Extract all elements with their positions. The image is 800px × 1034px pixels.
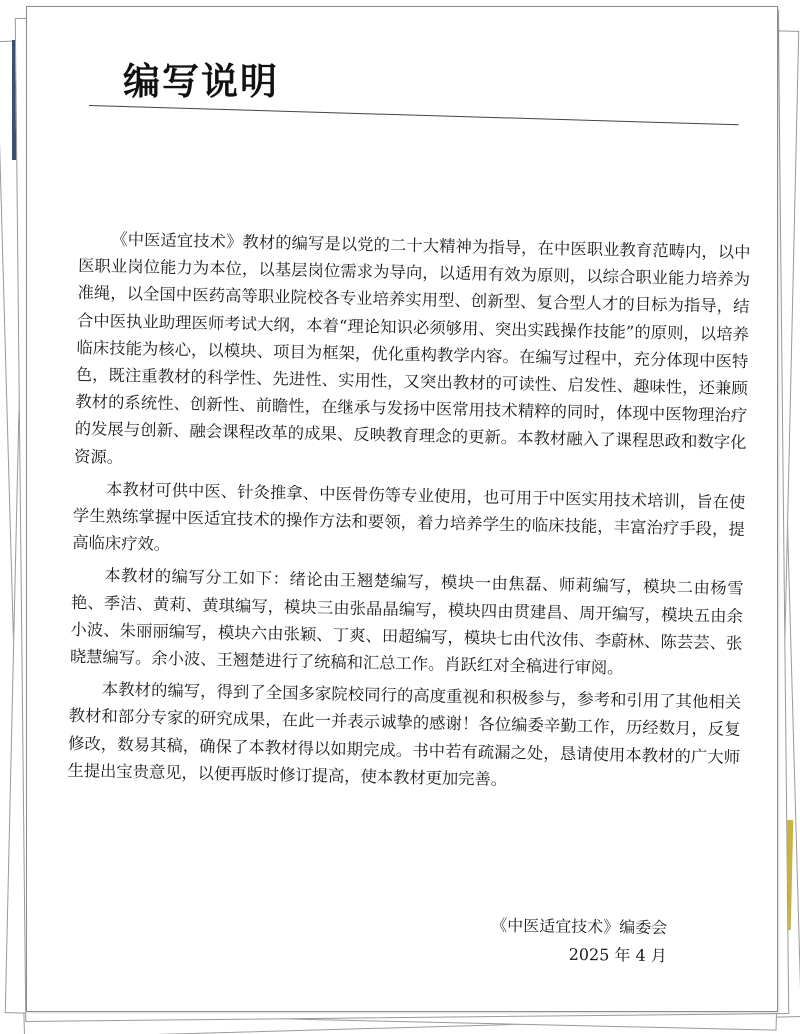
page-title: 编写说明: [123, 59, 279, 103]
signature-block: [491, 912, 668, 970]
document-page: [26, 6, 778, 1012]
paragraph: 本教材的编写，得到了全国多家院校同行的高度重视和积极参与，参考和引用了其他相关教材和部分专家的研究成果，在此一并表示诚挚的感谢！各位编委辛勤工作，历经数月，反复修改，数易其稿，确保了本教材得以如期完成。书中若有疏漏之处，恳请使用本教材的广大师生提出宝贵意见，以便再版时修订提高，使本教材更加完善。: [67, 679, 742, 789]
title-underline: [89, 105, 739, 125]
paragraph: 《中医适宜技术》教材的编写是以党的二十大精神为指导，在中医职业教育范畴内，以中医职业岗位能力为本位，以基层岗位需求为导向，以适用有效为原则，以综合职业能力培养为准绳，以全国中医药高等职业院校各专业培养实用型、创新型、复合型人才的目标为指导，结合中医执业助理医师考试大纲，本着“理论知识必须够用、突出实践操作技能”的原则，以培养临床技能为核心，以模块、项目为框架，优化重构教学内容。在编写过程中，充分体现中医特色，既注重教材的科学性、先进性、实用性，又突出教材的可读性、启发性、趣味性，还兼顾教材的系统性、创新性、前瞻性，在继承与发扬中医常用技术精粹的同时，体现中医物理治疗的发展与创新、融会课程改革的成果、反映教育理念的更新。本教材融入了课程思政和数字化资源。: [73, 229, 751, 467]
signature-date: 2025 年 4 月: [568, 944, 667, 966]
paragraph: 本教材的编写分工如下：绪论由王翘楚编写，模块一由焦磊、师莉编写，模块二由杨雪艳、季洁、黄莉、黄琪编写，模块三由张晶晶编写，模块四由贯建昌、周开编写，模块五由余小波、朱丽丽编写，模块六由张颖、丁爽、田超编写，模块七由代汝伟、李蔚林、陈芸芸、张晓慧编写。余小波、王翘楚进行了统稿和汇总工作。肖跃红对全稿进行审阅。: [69, 566, 744, 678]
paragraph: 本教材可供中医、针灸推拿、中医骨伤等专业使用，也可用于中医实用技术培训，旨在使学生熟练掌握中医适宜技术的操作方法和要领，着力培养学生的临床技能，丰富治疗手段，提高临床疗效。: [72, 479, 746, 555]
body-text: [67, 225, 751, 803]
signature-committee: 《中医适宜技术》编委会: [491, 915, 668, 938]
